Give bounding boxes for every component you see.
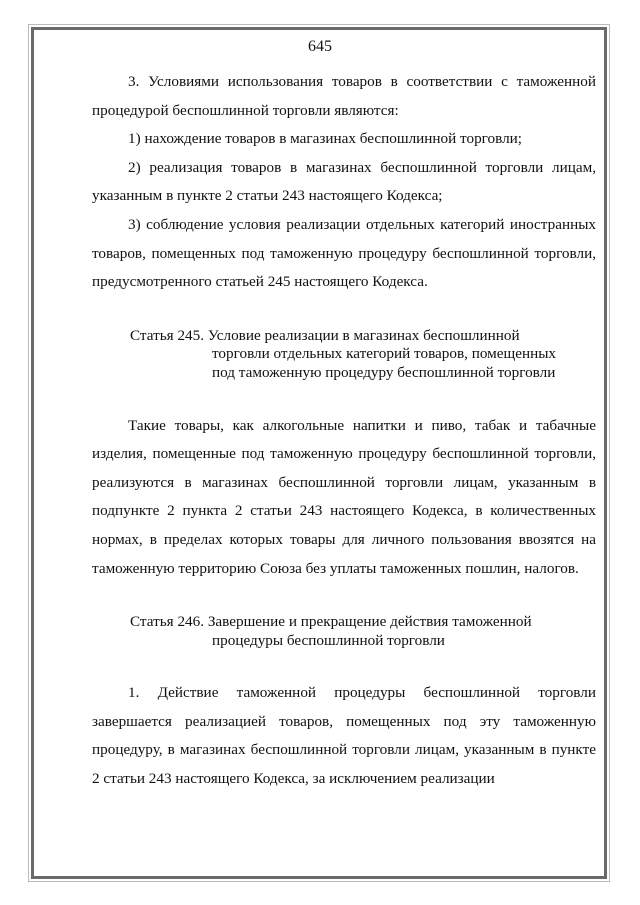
clause-3-intro: 3. Условиями использования товаров в соответствии с таможенной процедурой беспошлинной торговли являются: (92, 73, 596, 119)
article-246-title-line-1: Статья 246. Завершение и прекращение действия таможенной (130, 613, 532, 631)
article-246-text: 1. Действие таможенной процедуры беспошлинной торговли завершается реализацией товаров, помещенных под эту таможенную процедуру, в магазинах беспошлинной торговли лицам, указанным в пункте 2 статьи 243 настоящего Кодекса, за исключением реализации (92, 684, 596, 788)
article-246-title (92, 613, 596, 650)
page-number: 645 (308, 38, 332, 55)
article-245-title-line-3: под таможенную процедуру беспошлинной торговли (212, 363, 556, 381)
article-245-title-line-2: торговли отдельных категорий товаров, помещенных (212, 345, 557, 363)
clause-3-item-1: 1) нахождение товаров в магазинах беспошлинной торговли; (128, 130, 523, 148)
article-245-text: Такие товары, как алкогольные напитки и пиво, табак и табачные изделия, помещенные под таможенную процедуру беспошлинной торговли, реализуются в магазинах беспошлинной торговли лицам, указанным в подпункте 2 пункта 2 статьи 243 настоящего Кодекса, в количественных нормах, в пределах которых товары для личного пользования ввозятся на таможенную территорию Союза без уплаты таможенных пошлин, налогов. (92, 416, 596, 577)
article-245-title (92, 327, 596, 383)
clause-3-item-3: 3) соблюдение условия реализации отдельных категорий иностранных товаров, помещенных под таможенную процедуру беспошлинной торговли, предусмотренного статьей 245 настоящего Кодекса. (92, 215, 596, 291)
article-246-title-line-2: процедуры беспошлинной торговли (212, 631, 445, 649)
clause-3-item-2: 2) реализация товаров в магазинах беспошлинной торговли лицам, указанным в пункте 2 статьи 243 настоящего Кодекса; (92, 158, 596, 205)
document-body (92, 68, 596, 794)
article-245-title-line-1: Статья 245. Условие реализации в магазинах беспошлинной (130, 326, 520, 344)
